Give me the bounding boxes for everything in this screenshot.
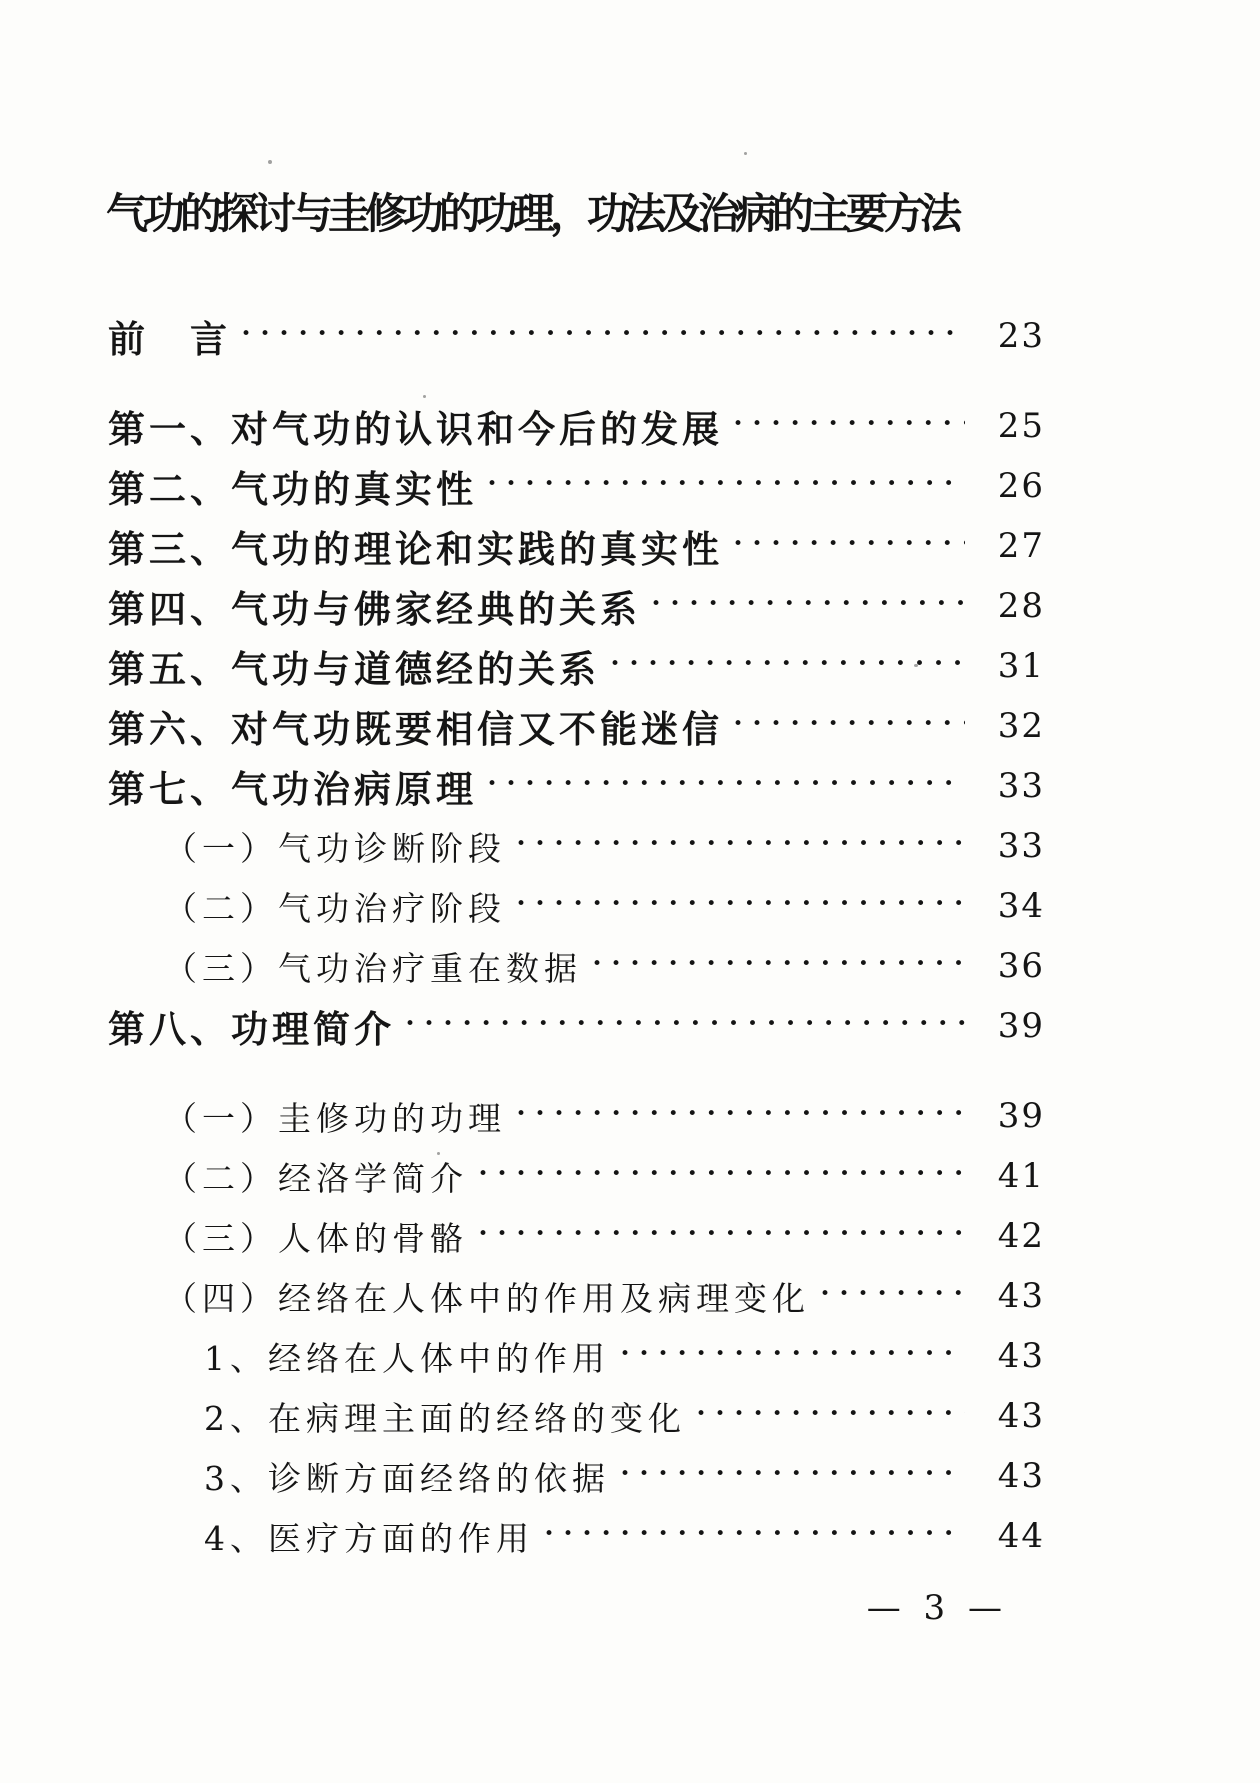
toc-row xyxy=(108,1326,1045,1386)
toc-entry-label: 第二、气功的真实性 xyxy=(108,468,477,511)
dot-leader xyxy=(478,1226,965,1243)
toc-entry-label: 前 言 xyxy=(108,318,231,361)
dot-leader xyxy=(516,1106,965,1123)
footer-page-number: — 3 — xyxy=(866,1588,1008,1628)
toc-entry-page: 34 xyxy=(997,886,1045,926)
toc-entry-label: （二）气功治疗阶段 xyxy=(164,888,506,928)
toc-entry-label: 第四、气功与佛家经典的关系 xyxy=(108,588,641,631)
toc-entry-page: 33 xyxy=(997,826,1045,866)
dot-leader xyxy=(733,716,965,733)
scan-speck xyxy=(744,152,747,155)
dot-leader xyxy=(733,416,965,433)
toc-entry-label: （一）圭修功的功理 xyxy=(164,1098,506,1138)
toc-entry-page: 32 xyxy=(997,706,1045,746)
toc-row xyxy=(108,1146,1045,1206)
toc-entry-page: 31 xyxy=(997,646,1045,686)
toc-row xyxy=(108,1386,1045,1446)
toc-entry-label: 第八、功理简介 xyxy=(108,1008,395,1051)
toc-entry-label: 第六、对气功既要相信又不能迷信 xyxy=(108,708,723,751)
toc-entry-page: 42 xyxy=(997,1216,1045,1256)
dot-leader xyxy=(516,896,965,913)
toc-row xyxy=(108,636,1045,696)
toc-entry-label: （四）经络在人体中的作用及病理变化 xyxy=(164,1278,810,1318)
dot-leader xyxy=(651,596,965,613)
toc-row xyxy=(108,876,1045,936)
toc-entry-label: （三）气功治疗重在数据 xyxy=(164,948,582,988)
toc-list xyxy=(108,306,1045,1566)
scan-speck xyxy=(268,160,272,164)
page-footer xyxy=(867,1588,1008,1628)
toc-row xyxy=(108,1266,1045,1326)
toc-entry-label: 第一、对气功的认识和今后的发展 xyxy=(108,408,723,451)
dot-leader xyxy=(405,1016,965,1033)
toc-row xyxy=(108,756,1045,816)
toc-row xyxy=(108,516,1045,576)
toc-row xyxy=(108,996,1045,1056)
toc-entry-page: 43 xyxy=(997,1336,1045,1376)
toc-entry-page: 36 xyxy=(997,946,1045,986)
toc-entry-page: 39 xyxy=(997,1006,1045,1046)
dot-leader xyxy=(487,776,965,793)
toc-row xyxy=(108,1446,1045,1506)
toc-row xyxy=(108,1506,1045,1566)
toc-entry-page: 26 xyxy=(997,466,1045,506)
dot-leader xyxy=(487,476,965,493)
toc-entry-label: （三）人体的骨骼 xyxy=(164,1218,468,1258)
dot-leader xyxy=(610,656,965,673)
toc-entry-page: 44 xyxy=(997,1516,1045,1556)
dot-leader xyxy=(592,956,965,973)
toc-entry-label: 第七、气功治病原理 xyxy=(108,768,477,811)
toc-entry-page: 27 xyxy=(997,526,1045,566)
toc-row xyxy=(108,576,1045,636)
dot-leader xyxy=(820,1286,965,1303)
page-title: 气功的探讨与圭修功的功理，功法及治病的主要方法 xyxy=(106,189,958,238)
toc-entry-label: （二）经洛学简介 xyxy=(164,1158,468,1198)
dot-leader xyxy=(241,326,965,343)
toc-row xyxy=(108,816,1045,876)
toc-row xyxy=(108,396,1045,456)
toc-entry-page: 43 xyxy=(997,1276,1045,1316)
toc-entry-page: 43 xyxy=(997,1396,1045,1436)
dot-leader xyxy=(696,1406,965,1423)
toc-entry-label: 3、诊断方面经络的依据 xyxy=(204,1458,610,1498)
toc-entry-page: 28 xyxy=(997,586,1045,626)
toc-entry-label: （一）气功诊断阶段 xyxy=(164,828,506,868)
toc-entry-page: 41 xyxy=(997,1156,1045,1196)
toc-entry-label: 1、经络在人体中的作用 xyxy=(204,1338,610,1378)
toc-entry-page: 25 xyxy=(997,406,1045,446)
dot-leader xyxy=(478,1166,965,1183)
dot-leader xyxy=(620,1346,965,1363)
toc-entry-page: 33 xyxy=(997,766,1045,806)
toc-entry-label: 第三、气功的理论和实践的真实性 xyxy=(108,528,723,571)
toc-entry-page: 43 xyxy=(997,1456,1045,1496)
dot-leader xyxy=(620,1466,965,1483)
toc-row xyxy=(108,306,1045,366)
toc-entry-label: 2、在病理主面的经络的变化 xyxy=(204,1398,686,1438)
toc-entry-page: 23 xyxy=(997,316,1045,356)
toc-row xyxy=(108,456,1045,516)
dot-leader xyxy=(733,536,965,553)
toc-entry-label: 4、医疗方面的作用 xyxy=(204,1518,534,1558)
toc-row xyxy=(108,936,1045,996)
toc-entry-page: 39 xyxy=(997,1096,1045,1136)
toc-row xyxy=(108,1086,1045,1146)
toc-row xyxy=(108,1206,1045,1266)
toc-entry-label: 第五、气功与道德经的关系 xyxy=(108,648,600,691)
toc-row xyxy=(108,696,1045,756)
dot-leader xyxy=(516,836,965,853)
dot-leader xyxy=(544,1526,965,1543)
